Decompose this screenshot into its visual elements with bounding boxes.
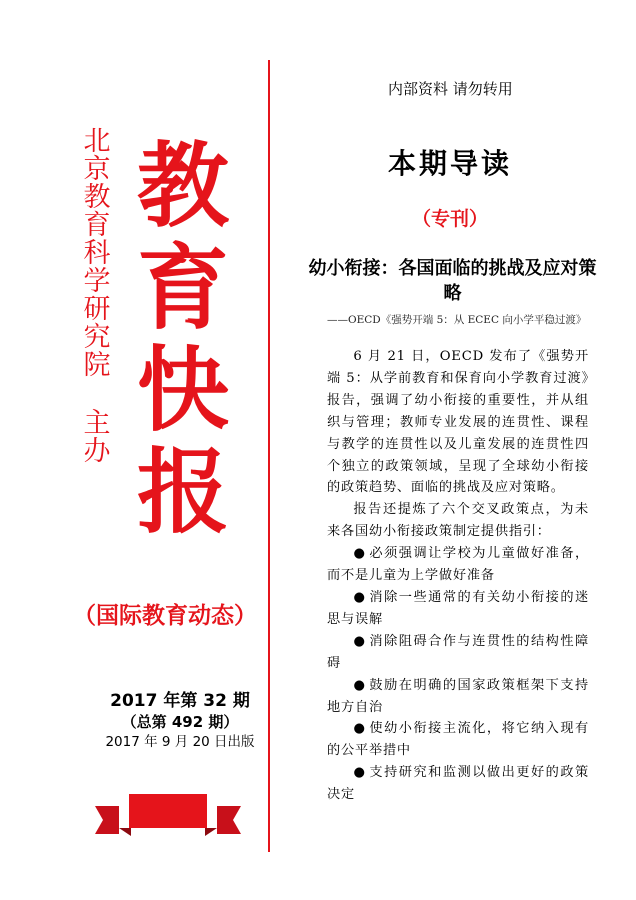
red-ribbon-icon: [95, 790, 241, 844]
list-item-text: 消除阻碍合作与连贯性的结构性障碍: [327, 633, 589, 671]
issue-info: [95, 690, 265, 752]
bullet-icon: ●: [353, 589, 366, 605]
publication-title: 教 育 快 报: [136, 133, 229, 546]
special-issue-tag: （专刊）: [411, 208, 488, 230]
list-item-text: 必须强调让学校为儿童做好准备，而不是儿童为上学做好准备: [327, 546, 589, 584]
publish-date: 2017 年 9 月 20 日出版: [105, 734, 255, 750]
list-item: [327, 631, 589, 675]
article-source: ——OECD《强势开端 5：从 ECEC 向小学平稳过渡》: [327, 314, 587, 326]
list-item: [327, 587, 589, 631]
total-issue-number: （总第 492 期）: [121, 713, 239, 731]
article-body: [327, 346, 589, 806]
issue-guide-heading: 本期导读: [387, 147, 512, 180]
organizer-vertical-text: [82, 128, 112, 466]
list-item-text: 支持研究和监测以做出更好的政策决定: [327, 765, 589, 803]
body-paragraph-1: 6 月 21 日，OECD 发布了《强势开端 5：从学前教育和保育向小学教育过渡》报告，强调了幼小衔接的重要性，并从组织与管理；教师专业发展的连贯性、课程与教学的连贯性以及儿童发展的连贯性四个独立的政策领域，呈现了全球幼小衔接的政策趋势、面临的挑战及应对策略。: [327, 349, 589, 496]
organizer-name: 北 京 教 育 科 学 研 究 院: [83, 126, 111, 381]
list-item-text: 鼓励在明确的国家政策框架下支持地方自治: [327, 677, 589, 715]
organizer-role: 主 办: [83, 408, 111, 467]
bullet-icon: ●: [353, 633, 366, 649]
list-item-text: 使幼小衔接主流化，将它纳入现有的公平举措中: [327, 721, 589, 759]
policy-points-list: [327, 543, 589, 806]
vertical-divider: [268, 60, 270, 852]
list-item: [327, 675, 589, 719]
bullet-icon: ●: [353, 546, 366, 562]
list-item: [327, 718, 589, 762]
publication-subtitle: （国际教育动态）: [73, 603, 257, 629]
confidential-notice: 内部资料 请勿转用: [388, 80, 513, 98]
bullet-icon: ●: [353, 677, 366, 693]
article-title: 幼小衔接：各国面临的挑战及应对策略: [308, 258, 597, 304]
list-item: [327, 762, 589, 806]
list-item-text: 消除一些通常的有关幼小衔接的迷思与误解: [327, 589, 589, 627]
bullet-icon: ●: [353, 721, 366, 737]
organizer-gap: [82, 380, 112, 410]
body-paragraph-2: 报告还提炼了六个交叉政策点，为未来各国幼小衔接政策制定提供指引：: [327, 502, 589, 540]
bullet-icon: ●: [353, 765, 366, 781]
issue-number: 2017 年第 32 期: [110, 691, 250, 711]
list-item: [327, 543, 589, 587]
